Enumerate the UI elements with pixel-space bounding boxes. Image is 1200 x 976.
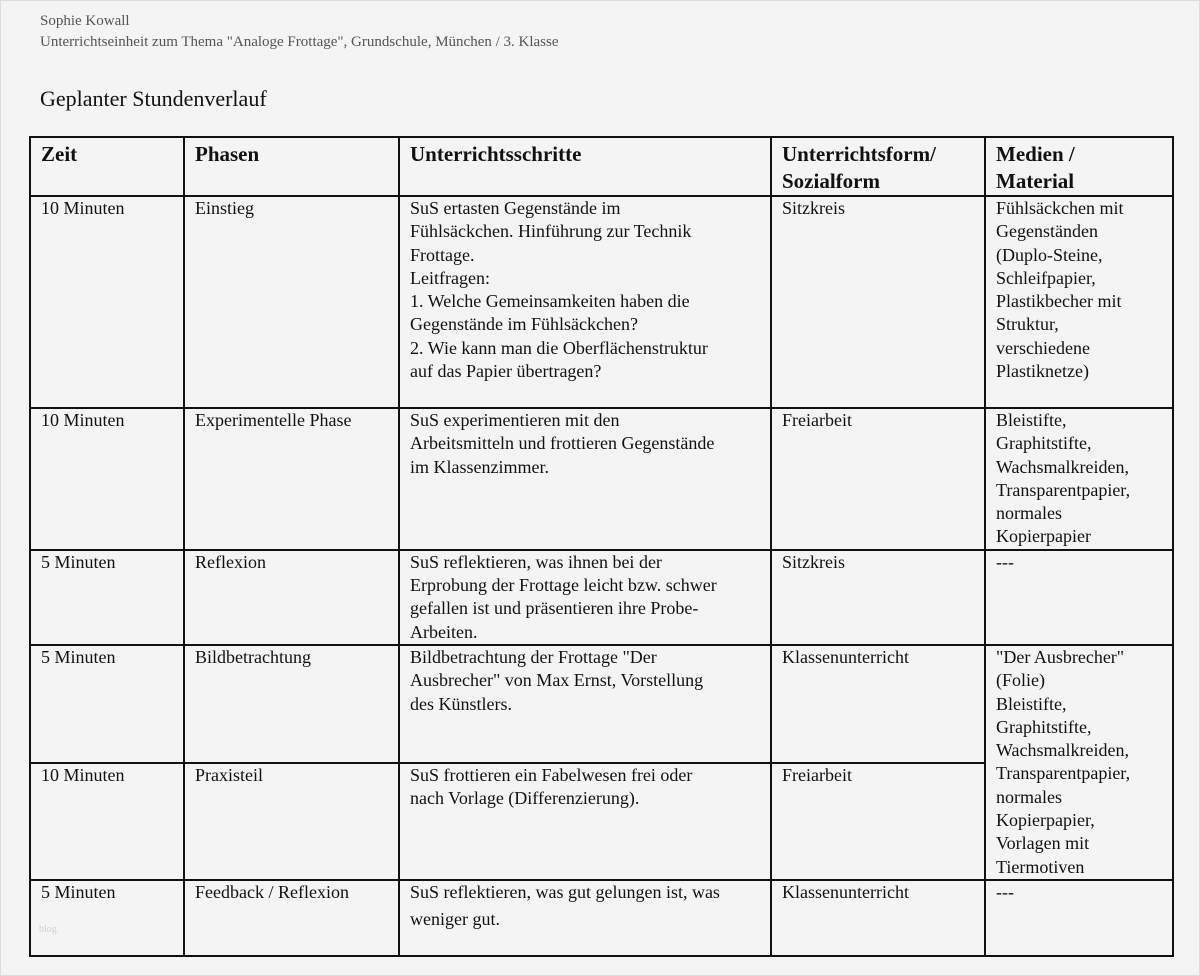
cell-zeit: 10 Minuten: [30, 408, 184, 550]
page-title: Geplanter Stundenverlauf: [40, 86, 267, 111]
text-line: Bildbetrachtung der Frottage "Der: [410, 646, 657, 667]
cell-zeit: 10 Minuten: [30, 763, 184, 880]
cell-phase: Bildbetrachtung: [184, 645, 399, 763]
text-line: Gegenstände im Fühlsäckchen?: [410, 314, 638, 335]
column-header-medien-line2: Material: [996, 169, 1075, 193]
text-line: (Folie): [996, 670, 1045, 691]
text-line: SuS ertasten Gegenstände im: [410, 198, 621, 218]
table-header-row: [30, 137, 1173, 196]
cell-sozialform: Sitzkreis: [771, 196, 985, 408]
table-row: [30, 645, 1173, 763]
cell-sozialform: Klassenunterricht: [771, 880, 985, 956]
text-line: weniger gut.: [410, 909, 500, 930]
text-line: "Der Ausbrecher": [996, 646, 1125, 667]
text-line: Fühlsäckchen mit: [996, 198, 1124, 218]
cell-sozialform: Freiarbeit: [771, 408, 985, 550]
table-row: [30, 196, 1173, 408]
text-line: Erprobung der Frottage leicht bzw. schwer: [410, 575, 717, 596]
text-line: 2. Wie kann man die Oberflächenstruktur: [410, 337, 708, 358]
cell-zeit: 5 Minuten: [30, 880, 184, 956]
cell-unterrichtsschritte: [399, 196, 771, 408]
text-line: Wachsmalkreiden,: [996, 740, 1129, 761]
cell-phase: Experimentelle Phase: [184, 408, 399, 550]
cell-phase: Einstieg: [184, 196, 399, 408]
cell-medien: [985, 408, 1173, 550]
column-header-zeit: Zeit: [30, 137, 184, 196]
text-line: Vorlagen mit: [996, 833, 1090, 854]
text-line: Graphitstifte,: [996, 433, 1092, 454]
cell-unterrichtsschritte: [399, 408, 771, 550]
text-line: Transparentpapier,: [996, 479, 1131, 500]
text-line: SuS reflektieren, was gut gelungen ist, was: [410, 881, 720, 902]
text-line: Wachsmalkreiden,: [996, 456, 1129, 477]
column-header-unterrichtsform-line2: Sozialform: [782, 169, 880, 193]
text-line: Schleifpapier,: [996, 267, 1096, 288]
text-line: Bleistifte,: [996, 693, 1067, 714]
cell-sozialform: Sitzkreis: [771, 550, 985, 645]
table-row: [30, 408, 1173, 550]
text-line: normales: [996, 786, 1062, 807]
text-line: (Duplo-Steine,: [996, 244, 1103, 265]
cell-phase: Praxisteil: [184, 763, 399, 880]
cell-medien: ---: [985, 880, 1173, 956]
text-line: des Künstlers.: [410, 693, 512, 714]
cell-sozialform: Freiarbeit: [771, 763, 985, 880]
cell-zeit: 5 Minuten: [30, 550, 184, 645]
text-line: Plastikbecher mit: [996, 291, 1122, 312]
text-line: Graphitstifte,: [996, 716, 1092, 737]
text-line: Frottage.: [410, 244, 475, 265]
document-subtitle: Unterrichtseinheit zum Thema "Analoge Frottage", Grundschule, München / 3. Klasse: [40, 34, 559, 50]
text-line: normales: [996, 503, 1062, 524]
cell-unterrichtsschritte: [399, 880, 771, 956]
text-line: Arbeitsmitteln und frottieren Gegenstände: [410, 433, 715, 454]
cell-zeit: 5 Minuten: [30, 645, 184, 763]
author-name: Sophie Kowall: [40, 13, 130, 29]
column-header-medien-line1: Medien /: [996, 142, 1075, 166]
text-line: Bleistifte,: [996, 410, 1067, 430]
cell-medien-merged: [985, 645, 1173, 880]
text-line: im Klassenzimmer.: [410, 456, 549, 477]
lesson-plan-table: [29, 136, 1174, 957]
text-line: Arbeiten.: [410, 621, 478, 642]
column-header-medien: [985, 137, 1173, 196]
text-line: 1. Welche Gemeinsamkeiten haben die: [410, 291, 690, 312]
text-line: SuS experimentieren mit den: [410, 410, 620, 430]
text-line: Transparentpapier,: [996, 763, 1131, 784]
text-line: gefallen ist und präsentieren ihre Probe-: [410, 598, 699, 619]
cell-phase: Feedback / Reflexion: [184, 880, 399, 956]
cell-unterrichtsschritte: [399, 645, 771, 763]
text-line: Gegenständen: [996, 221, 1098, 242]
cell-phase: Reflexion: [184, 550, 399, 645]
text-line: Ausbrecher" von Max Ernst, Vorstellung: [410, 670, 704, 691]
cell-sozialform: Klassenunterricht: [771, 645, 985, 763]
text-line: Tiermotiven: [996, 856, 1085, 877]
text-line: nach Vorlage (Differenzierung).: [410, 788, 640, 809]
text-line: SuS frottieren ein Fabelwesen frei oder: [410, 764, 693, 785]
text-line: verschiedene: [996, 337, 1090, 358]
column-header-unterrichtsform-line1: Unterrichtsform/: [782, 142, 936, 166]
column-header-unterrichtsform: [771, 137, 985, 196]
table-row: [30, 880, 1173, 956]
column-header-phasen: Phasen: [184, 137, 399, 196]
column-header-unterrichtsschritte: Unterrichtsschritte: [399, 137, 771, 196]
cell-unterrichtsschritte: [399, 763, 771, 880]
text-line: Kopierpapier: [996, 526, 1091, 547]
text-line: Plastiknetze): [996, 361, 1089, 382]
text-line: Leitfragen:: [410, 267, 490, 288]
text-line: Fühlsäckchen. Hinführung zur Technik: [410, 221, 692, 242]
cell-unterrichtsschritte: [399, 550, 771, 645]
text-line: SuS reflektieren, was ihnen bei der: [410, 551, 662, 572]
watermark: blog: [39, 924, 57, 935]
text-line: Struktur,: [996, 314, 1059, 335]
cell-zeit: 10 Minuten: [30, 196, 184, 408]
text-line: auf das Papier übertragen?: [410, 361, 602, 382]
table-row: [30, 550, 1173, 645]
cell-medien: [985, 196, 1173, 408]
cell-medien: ---: [985, 550, 1173, 645]
text-line: Kopierpapier,: [996, 810, 1095, 831]
